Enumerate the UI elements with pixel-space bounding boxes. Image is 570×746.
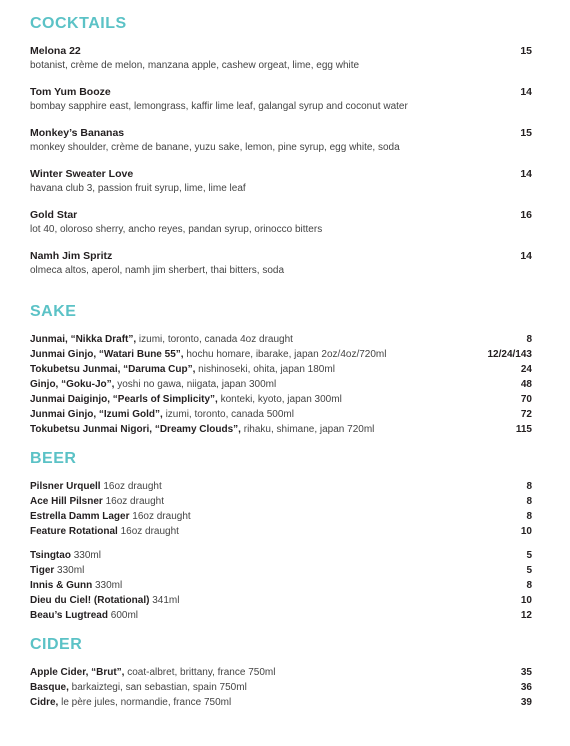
beer-item [30,608,532,623]
item-name: Tiger [30,565,55,576]
item-detail: rihaku, shimane, japan 720ml [240,424,375,435]
item-detail: 16oz draught [117,526,179,537]
sake-item [30,407,532,422]
item-name: Gold Star [30,209,78,221]
item-price: 8 [526,580,532,591]
beer-item [30,509,532,524]
cocktail-list [30,44,532,278]
sake-item [30,392,532,407]
beer-draught-list [30,479,532,539]
cocktail-item [30,167,532,196]
cider-item [30,665,532,680]
cider-item [30,680,532,695]
item-detail: 330ml [70,550,101,561]
sake-item [30,377,532,392]
sake-item [30,362,532,377]
item-price: 8 [526,481,532,492]
item-detail: yoshi no gawa, niigata, japan 300ml [114,379,277,390]
beer-item [30,563,532,578]
item-detail: 16oz draught [102,496,164,507]
item-detail: 600ml [107,610,138,621]
item-name: Apple Cider, “Brut”, [30,667,125,678]
item-price: 70 [520,394,532,405]
item-description: lot 40, oloroso sherry, ancho reyes, pandan syrup, orinocco bitters [30,224,323,235]
beer-item [30,524,532,539]
sake-item [30,347,532,362]
item-name: Dieu du Ciel! (Rotational) [30,595,150,606]
item-price: 39 [520,697,532,708]
item-name: Ginjo, “Goku-Jo”, [30,379,115,390]
item-price: 8 [526,496,532,507]
item-price: 14 [520,86,532,98]
item-name: Junmai Daiginjo, “Pearls of Simplicity”, [30,394,218,405]
cocktail-item [30,249,532,278]
item-name: Namh Jim Spritz [30,250,113,262]
section-title-cocktails: COCKTAILS [30,15,127,32]
item-name: Tokubetsu Junmai, “Daruma Cup”, [30,364,196,375]
beer-item [30,479,532,494]
item-price: 24 [520,364,532,375]
item-price: 115 [515,424,532,435]
item-detail: le père jules, normandie, france 750ml [58,697,232,708]
cocktail-item [30,44,532,73]
item-detail: coat-albret, brittany, france 750ml [124,667,276,678]
item-detail: 341ml [149,595,180,606]
sake-item [30,332,532,347]
item-detail: izumi, toronto, canada 500ml [162,409,294,420]
beer-item [30,548,532,563]
section-title-cider: CIDER [30,636,83,653]
cocktail-item [30,85,532,114]
item-price: 10 [520,526,532,537]
item-name: Estrella Damm Lager [30,511,130,522]
item-name: Tokubetsu Junmai Nigori, “Dreamy Clouds”, [30,424,241,435]
item-description: bombay sapphire east, lemongrass, kaffir lime leaf, galangal syrup and coconut water [30,101,408,112]
item-price: 35 [520,667,532,678]
item-price: 14 [520,250,532,262]
beer-item [30,593,532,608]
item-detail: nishinoseki, ohita, japan 180ml [195,364,335,375]
item-price: 12/24/143 [487,349,532,360]
item-price: 36 [520,682,532,693]
item-name: Junmai Ginjo, “Izumi Gold”, [30,409,163,420]
item-price: 8 [526,511,532,522]
cider-list [30,665,532,710]
item-detail: 330ml [54,565,85,576]
beer-bottle-list [30,548,532,623]
item-detail: 16oz draught [100,481,162,492]
item-detail: 16oz draught [129,511,191,522]
beer-item [30,578,532,593]
item-name: Ace Hill Pilsner [30,496,103,507]
item-name: Feature Rotational [30,526,118,537]
sake-list [30,332,532,437]
item-price: 12 [520,610,532,621]
cocktail-item [30,208,532,237]
item-description: botanist, crème de melon, manzana apple, cashew orgeat, lime, egg white [30,60,360,71]
item-price: 15 [520,127,532,139]
item-price: 16 [520,209,532,221]
item-detail: 330ml [92,580,123,591]
item-price: 48 [520,379,532,390]
item-name: Innis & Gunn [30,580,93,591]
cocktail-item [30,126,532,155]
item-price: 15 [520,45,532,57]
item-detail: barkaiztegi, san sebastian, spain 750ml [68,682,247,693]
item-name: Tsingtao [30,550,71,561]
item-name: Winter Sweater Love [30,168,134,180]
item-name: Tom Yum Booze [30,86,111,98]
item-name: Junmai Ginjo, “Watari Bune 55”, [30,349,184,360]
item-price: 14 [520,168,532,180]
sake-item [30,422,532,437]
item-description: havana club 3, passion fruit syrup, lime, lime leaf [30,183,246,194]
cider-item [30,695,532,710]
drinks-menu [30,14,532,710]
item-name: Melona 22 [30,45,81,57]
item-price: 8 [526,334,532,345]
beer-item [30,494,532,509]
item-detail: hochu homare, ibarake, japan 2oz/4oz/720ml [183,349,387,360]
section-title-beer: BEER [30,450,77,467]
item-detail: konteki, kyoto, japan 300ml [217,394,342,405]
item-name: Pilsner Urquell [30,481,101,492]
item-description: monkey shoulder, crème de banane, yuzu sake, lemon, pine syrup, egg white, soda [30,142,400,153]
item-price: 5 [526,565,532,576]
section-title-sake: SAKE [30,303,77,320]
item-price: 10 [520,595,532,606]
item-detail: izumi, toronto, canada 4oz draught [136,334,293,345]
item-name: Beau’s Lugtread [30,610,108,621]
item-description: olmeca altos, aperol, namh jim sherbert, thai bitters, soda [30,265,285,276]
item-name: Junmai, “Nikka Draft”, [30,334,137,345]
item-name: Cidre, [30,697,59,708]
item-price: 72 [520,409,532,420]
item-name: Basque, [30,682,69,693]
item-name: Monkey’s Bananas [30,127,125,139]
item-price: 5 [526,550,532,561]
